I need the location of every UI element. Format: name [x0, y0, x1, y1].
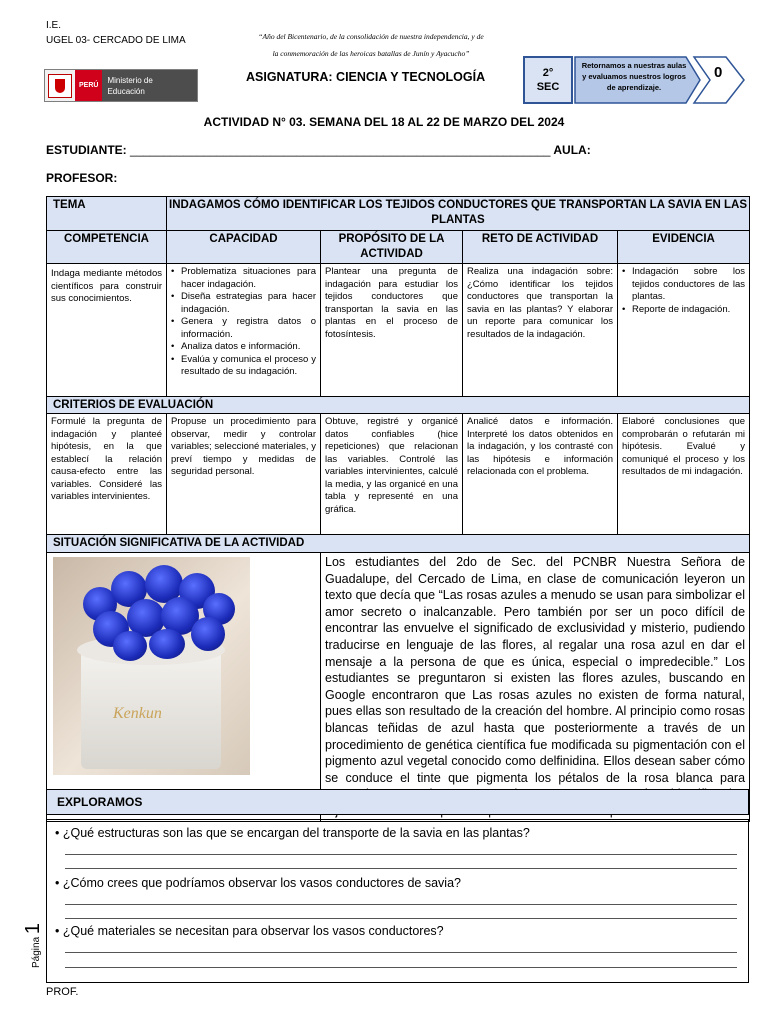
list-item: • Evalúa y comunica el proceso y resultado de su indagación. [171, 354, 316, 379]
box-brand-text: Kenkun [113, 705, 162, 722]
tema-label: TEMA [47, 197, 167, 231]
question-3: • ¿Qué materiales se necesitan para observar los vasos conductores? [55, 924, 444, 938]
student-label: ESTUDIANTE: [46, 143, 127, 157]
school-label: I.E. [46, 20, 62, 31]
answer-line-5[interactable] [65, 952, 737, 953]
page-number: 1 [22, 922, 44, 935]
year-motto [226, 28, 516, 62]
answer-line-2[interactable] [65, 868, 737, 869]
evidencia-list [622, 266, 745, 316]
question-2-text: ¿Cómo crees que podríamos observar los vasos conductores de savia? [62, 876, 461, 890]
situacion-label: SITUACIÓN SIGNIFICATIVA DE LA ACTIVIDAD [47, 535, 750, 553]
motto-line-2: la conmemoración de las heroicas batallas de Junín y Ayacucho” [272, 49, 470, 58]
exploramos-questions [46, 819, 749, 983]
header-capacidad: CAPACIDAD [167, 231, 321, 264]
ministry-logo [44, 69, 198, 102]
criterios-label: CRITERIOS DE EVALUACIÓN [47, 397, 750, 414]
competencia-cell: Indaga mediante métodos científicos para construir sus conocimientos. [47, 264, 167, 397]
list-item: • Indagación sobre los tejidos conductores de las plantas. [622, 266, 745, 304]
banner-number: 0 [714, 64, 723, 81]
question-1: • ¿Qué estructuras son las que se encargan del transporte de la savia en las plantas? [55, 826, 530, 840]
ugel-label: UGEL 03- CERCADO DE LIMA [46, 35, 186, 46]
criterio-cell-2: Propuse un procedimiento para observar, medir y controlar variables; seleccioné materiales, y preví tiempo y medidas de seguridad personal. [167, 414, 321, 535]
subject-title: ASIGNATURA: CIENCIA Y TECNOLOGÍA [246, 70, 486, 84]
proposito-cell: Plantear una pregunta de indagación para estudiar los tejidos conductores que transportan la savia en las plantas en el proceso de fotosíntesis. [321, 264, 463, 397]
logo-ministry-text: Ministerio de Educación [102, 70, 197, 101]
page-word: Página [31, 936, 42, 968]
photo-cell [47, 553, 321, 822]
answer-line-4[interactable] [65, 918, 737, 919]
banner-text: Retornamos a nuestras aulas y evaluamos nuestros logros de aprendizaje. [581, 61, 687, 92]
logo-peru-text: PERÚ [75, 70, 102, 101]
header-competencia: COMPETENCIA [47, 231, 167, 264]
reto-cell: Realiza una indagación sobre: ¿Cómo identificar los tejidos conductores que transportan la savia en las plantas? Y elaborar un reporte para comunicar los resultados de la indagación. [463, 264, 618, 397]
question-2: • ¿Cómo crees que podríamos observar los vasos conductores de savia? [55, 876, 461, 890]
criterio-cell-3: Obtuve, registré y organicé datos confiables (hice repeticiones) que relacionan las variables. Controlé las variables intervinientes, calculé la media, y las organicé en una tabla y representé en una gráfica. [321, 414, 463, 535]
header-evidencia: EVIDENCIA [618, 231, 750, 264]
capacidad-list [171, 266, 316, 379]
grade-level: SEC [536, 81, 560, 93]
criterio-cell-4: Analicé datos e información. Interpreté los datos obtenidos en la indagación, y los contrasté con las hipótesis e información relacionada con el problema. [463, 414, 618, 535]
exploramos-label: EXPLORAMOS [57, 795, 143, 809]
capacidad-cell [167, 264, 321, 397]
header-proposito: PROPÓSITO DE LA ACTIVIDAD [321, 231, 463, 264]
list-item: • Analiza datos e información. [171, 341, 316, 354]
answer-line-3[interactable] [65, 904, 737, 905]
page-indicator [22, 923, 45, 968]
exploramos-header [46, 789, 749, 815]
prof-label: PROF. [46, 986, 79, 998]
list-item: • Diseña estrategias para hacer indagación. [171, 291, 316, 316]
tema-value: INDAGAMOS CÓMO IDENTIFICAR LOS TEJIDOS CONDUCTORES QUE TRANSPORTAN LA SAVIA EN LAS PLANTAS [167, 197, 750, 231]
student-field [46, 143, 591, 157]
list-item: • Reporte de indagación. [622, 304, 745, 317]
criterio-cell-1: Formulé la pregunta de indagación y planteé hipótesis, en la que establecí la relación causa-efecto entre las variables. Consideré las variables intervinientes. [47, 414, 167, 535]
coat-of-arms-icon [48, 74, 72, 98]
grade-number: 2° [542, 67, 554, 79]
answer-line-1[interactable] [65, 854, 737, 855]
answer-line-6[interactable] [65, 967, 737, 968]
header-reto: RETO DE ACTIVIDAD [463, 231, 618, 264]
list-item: • Problematiza situaciones para hacer indagación. [171, 266, 316, 291]
situacion-text: Los estudiantes del 2do de Sec. del PCNBR Nuestra Señora de Guadalupe, del Cercado de Lima, en clase de comunicación leyeron un texto que decía que “Las rosas azules a menudo se usan para simbolizar el amor secreto o inalcanzable. Pero también por ser un poco difícil de encontrar las envuelve el significado de exclusividad y misterio, pudiendo traducirse en lenguaje de las flores, al regalar una rosa azul en dar el mensaje a la persona de que es única, especial o impredecible.” Los estudiantes se preguntaron si existen las flores azules, buscando en Google encontraron que Las rosas azules no existen de forma natural, pues ellas son resultado de la creación del hombre. Al principio como rosas blancas teñidas de azul hasta que posteriormente a través de un procedimiento de genética científica fue modificada su pigmentación con el pigmento azul vegetal conocido como delfinidina. Ellos desean saber cómo se conduce el tinte que pigmenta los pétalos de la rosa blanca para [321, 553, 750, 822]
teacher-label: PROFESOR: [46, 171, 118, 185]
blue-roses-photo [53, 557, 250, 775]
activity-title: ACTIVIDAD N° 03. SEMANA DEL 18 AL 22 DE MARZO DEL 2024 [203, 115, 565, 129]
grade-badge [523, 56, 573, 104]
criterio-cell-5: Elaboré conclusiones que comprobarán o refutarán mi hipótesis. Evalué y comuniqué el proceso y los resultados de mi indagación. [618, 414, 750, 535]
student-input-line[interactable]: _______________________________________________________________ [130, 143, 551, 157]
question-3-text: ¿Qué materiales se necesitan para observar los vasos conductores? [62, 924, 444, 938]
list-item: • Genera y registra datos o información. [171, 316, 316, 341]
evidencia-cell [618, 264, 750, 397]
motto-line-1: “Año del Bicentenario, de la consolidación de nuestra independencia, y de [258, 32, 484, 41]
classroom-label: AULA: [553, 143, 591, 157]
question-1-text: ¿Qué estructuras son las que se encargan del transporte de la savia en las plantas? [62, 826, 530, 840]
activity-table [46, 196, 750, 822]
